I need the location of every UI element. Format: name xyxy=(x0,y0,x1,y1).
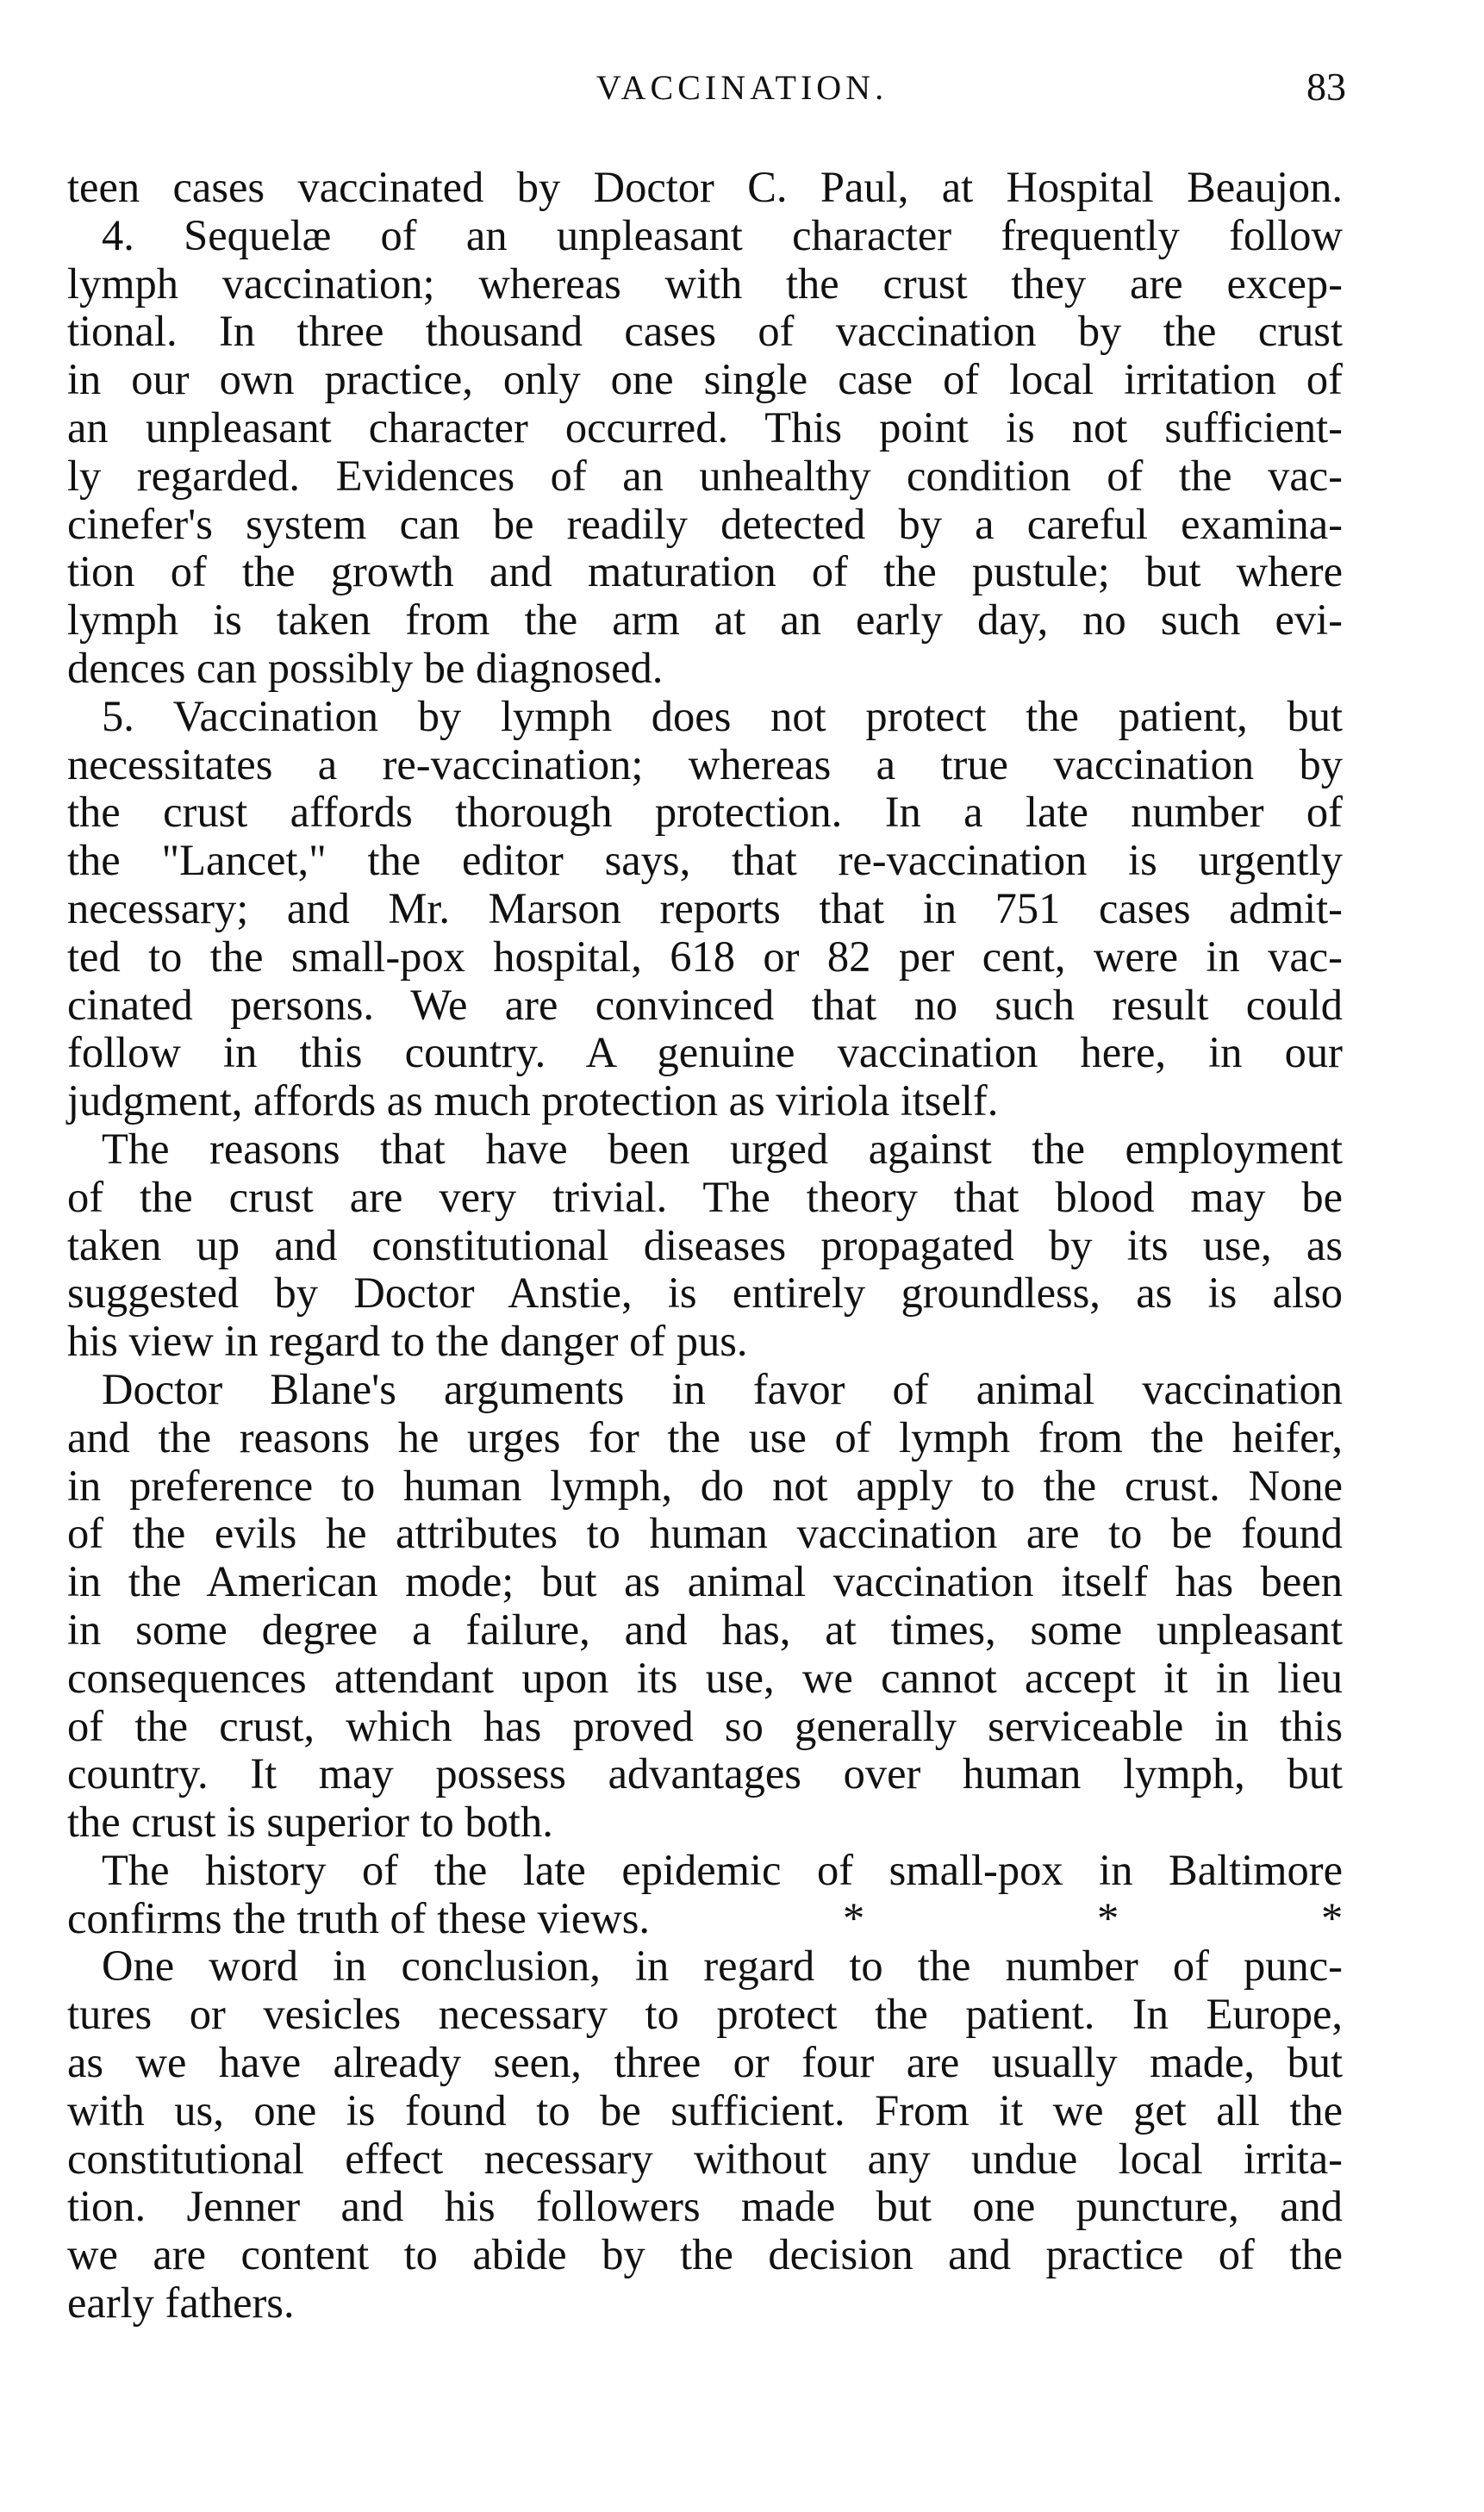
text-line: his view in regard to the danger of pus. xyxy=(67,1317,748,1366)
text-line: judgment, affords as much protection as viriola itself. xyxy=(67,1076,999,1125)
text-line: in our own practice, only one single case of local irritation of xyxy=(67,355,1343,404)
text-line: the crust is superior to both. xyxy=(67,1798,553,1847)
text-line: ly regarded. Evidences of an unhealthy condition of the vac- xyxy=(67,451,1343,500)
text-line-with-asterisks xyxy=(67,1895,1343,1943)
text-line: taken up and constitutional diseases propagated by its use, as xyxy=(67,1220,1343,1269)
text-line: early fathers. xyxy=(67,2278,295,2328)
text-line: necessitates a re-vaccination; whereas a true vaccination by xyxy=(67,739,1343,789)
body-text xyxy=(67,164,1343,2328)
asterisk-mark: * xyxy=(843,1893,865,1942)
text-line: of the crust are very trivial. The theory that blood may be xyxy=(67,1172,1343,1221)
text-line: Doctor Blane's arguments in favor of animal vaccination xyxy=(102,1364,1343,1413)
text-line: in preference to human lymph, do not apply to the crust. None xyxy=(67,1461,1343,1510)
text-line: ted to the small-pox hospital, 618 or 82 per cent, were in vac- xyxy=(67,932,1343,981)
text-line: cinefer's system can be readily detected by a careful examina- xyxy=(67,499,1343,548)
text-line: suggested by Doctor Anstie, is entirely groundless, as is also xyxy=(67,1268,1343,1318)
text-line: in the American mode; but as animal vaccination itself has been xyxy=(67,1557,1343,1606)
text-line: an unpleasant character occurred. This point is not sufficient- xyxy=(67,402,1343,452)
text-line: with us, one is found to be sufficient. From it we get all the xyxy=(67,2085,1343,2135)
text-line: as we have already seen, three or four are usually made, but xyxy=(67,2038,1343,2087)
page-number: 83 xyxy=(1306,65,1346,109)
text-line: tures or vesicles necessary to protect the patient. In Europe, xyxy=(67,1990,1343,2039)
text-line: teen cases vaccinated by Doctor C. Paul, at Hospital Beaujon. xyxy=(67,163,1343,211)
text-line: One word in conclusion, in regard to the number of punc- xyxy=(102,1942,1343,1991)
text-line: 5. Vaccination by lymph does not protect the patient, but xyxy=(102,691,1343,740)
text-line: cinated persons. We are convinced that no such result could xyxy=(67,980,1343,1029)
text-line: lymph is taken from the arm at an early day, no such evi- xyxy=(67,595,1343,645)
text-line: consequences attendant upon its use, we cannot accept it in lieu xyxy=(67,1653,1343,1702)
text-line: tion. Jenner and his followers made but one puncture, and xyxy=(67,2182,1343,2231)
text-line: necessary; and Mr. Marson reports that in 751 cases admit- xyxy=(67,883,1343,932)
text-line: The history of the late epidemic of small-pox in Baltimore xyxy=(102,1845,1343,1894)
text-line: constitutional effect necessary without any undue local irrita- xyxy=(67,2134,1343,2183)
text-line: confirms the truth of these views. xyxy=(67,1893,650,1942)
asterisk-mark: * xyxy=(1321,1893,1344,1942)
running-title: VACCINATION. xyxy=(595,68,889,107)
text-line: lymph vaccination; whereas with the crust they are excep- xyxy=(67,259,1343,308)
text-line: of the crust, which has proved so generally serviceable in this xyxy=(67,1701,1343,1750)
text-line: the "Lancet," the editor says, that re-vaccination is urgently xyxy=(67,836,1343,885)
text-line: follow in this country. A genuine vaccination here, in our xyxy=(67,1028,1343,1077)
text-line: of the evils he attributes to human vaccination are to be found xyxy=(67,1509,1343,1558)
text-line: 4. Sequelæ of an unpleasant character frequently follow xyxy=(102,210,1343,259)
asterisk-mark: * xyxy=(1097,1893,1119,1942)
text-line: The reasons that have been urged against the employment xyxy=(102,1124,1343,1173)
text-line: in some degree a failure, and has, at times, some unpleasant xyxy=(67,1605,1343,1654)
text-line: tional. In three thousand cases of vaccination by the crust xyxy=(67,307,1343,356)
text-line: the crust affords thorough protection. In a late number of xyxy=(67,788,1343,837)
text-line: and the reasons he urges for the use of lymph from the heifer, xyxy=(67,1412,1343,1462)
text-line: dences can possibly be diagnosed. xyxy=(67,643,664,692)
text-line: we are content to abide by the decision and practice of the xyxy=(67,2230,1343,2279)
text-line: country. It may possess advantages over human lymph, but xyxy=(67,1749,1343,1798)
text-line: tion of the growth and maturation of the pustule; but where xyxy=(67,547,1343,596)
